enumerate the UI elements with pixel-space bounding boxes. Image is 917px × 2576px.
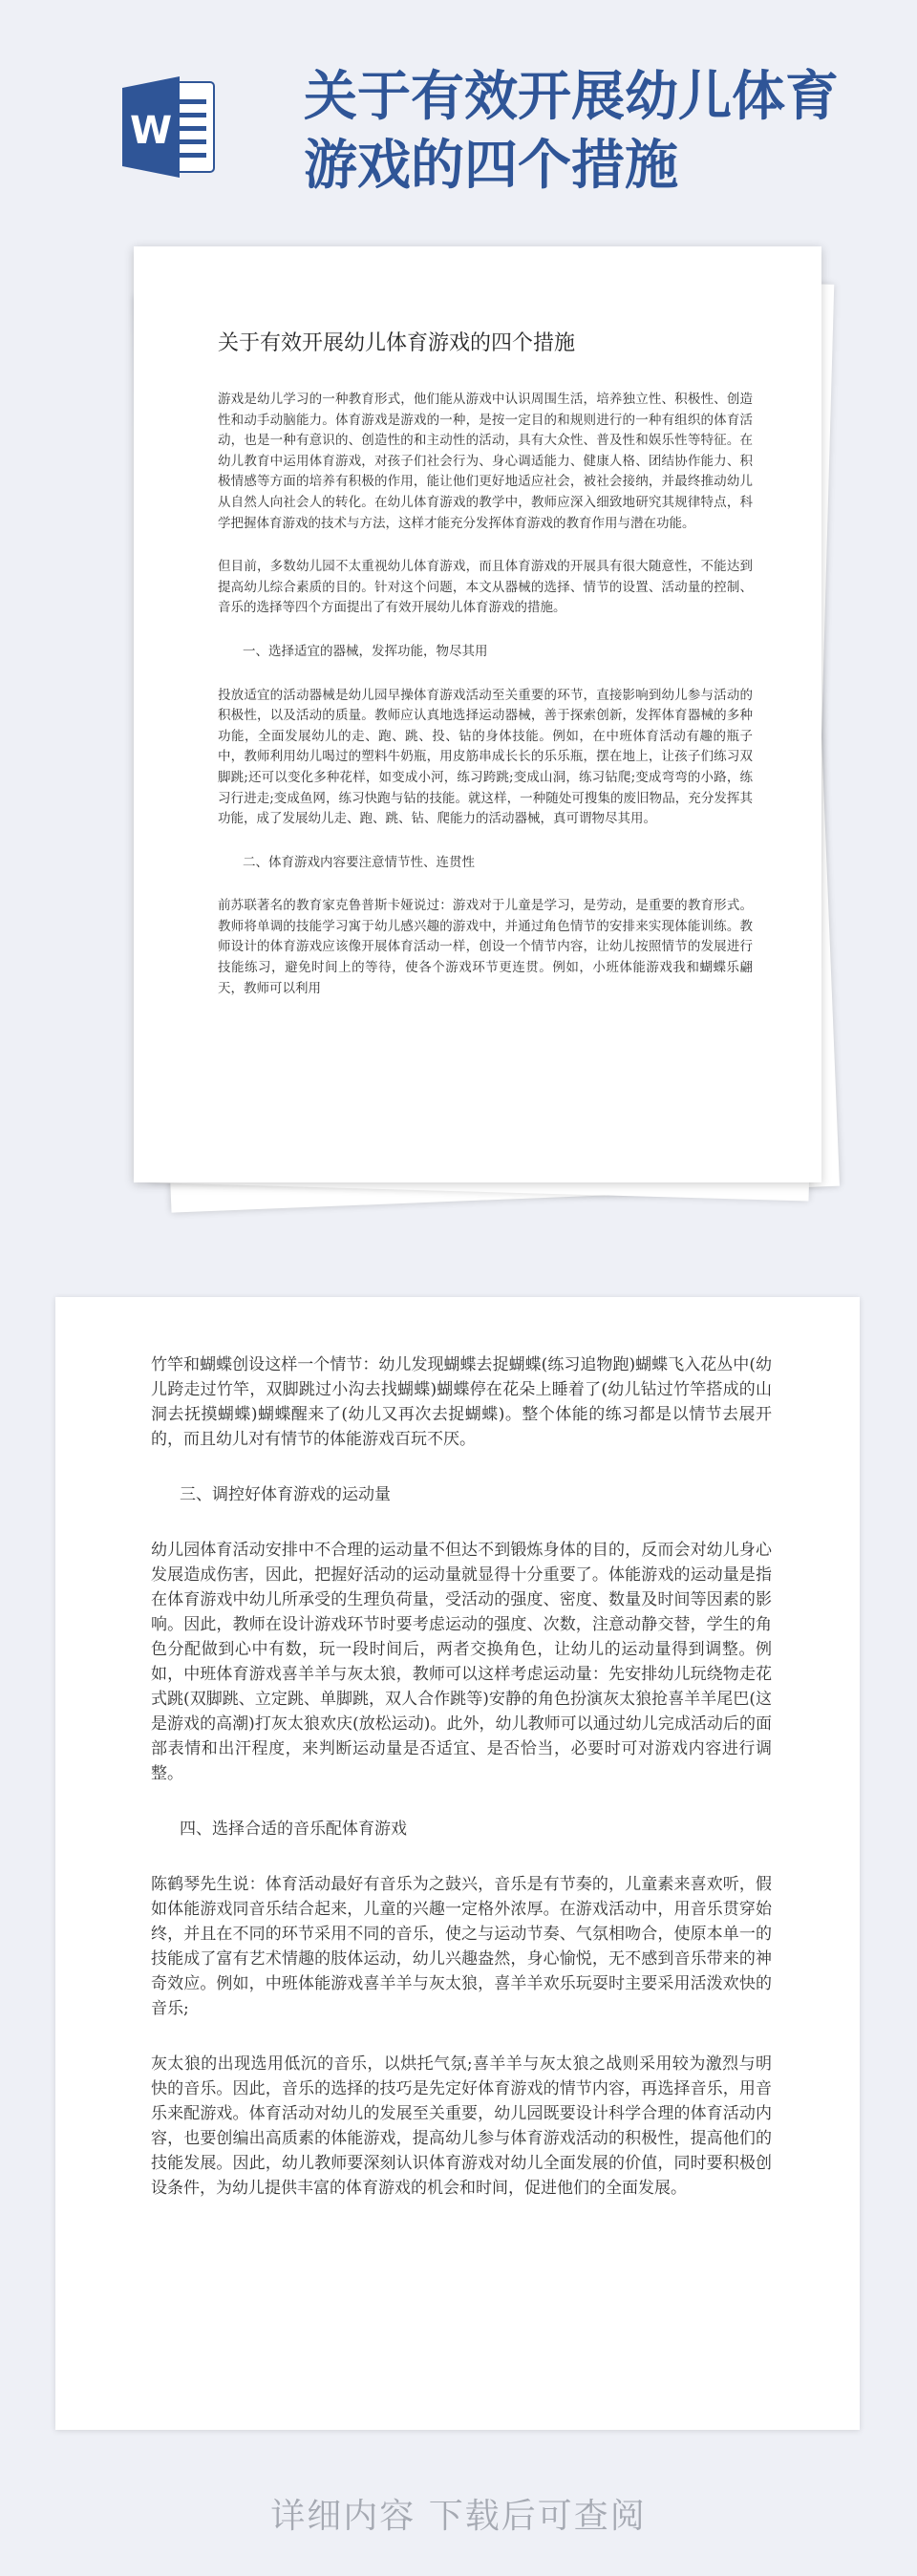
paragraph: 幼儿园体育活动安排中不合理的运动量不但达不到锻炼身体的目的，反而会对幼儿身心发展造成伤害，因此，把握好活动的运动量就显得十分重要了。体能游戏的运动量是指在体育游戏中幼儿所承受的生理负荷量，受活动的强度、密度、数量及时间等因素的影响。因此，教师在设计游戏环节时要考虑运动的强度、次数，注意动静交替，学生的角色分配做到心中有数，玩一段时间后，两者交换角色，让幼儿的运动量得到调整。例如，中班体育游戏喜羊羊与灰太狼，教师可以这样考虑运动量：先安排幼儿玩绕物走花式跳(双脚跳、立定跳、单脚跳，双人合作跳等)安静的角色扮演灰太狼抢喜羊羊尾巴(这是游戏的高潮)打灰太狼欢庆(放松运动)。此外，幼儿教师可以通过幼儿完成活动后的面部表情和出汗程度，来判断运动量是否适宜、是否恰当，必要时可对游戏内容进行调整。 xyxy=(151,1541,772,1783)
word-document-icon xyxy=(122,75,218,180)
paragraph: 灰太狼的出现选用低沉的音乐，以烘托气氛;喜羊羊与灰太狼之战则采用较为激烈与明快的音乐。因此，音乐的选择的技巧是先定好体育游戏的情节内容，再选择音乐，用音乐来配游戏。体育活动对幼儿的发展至关重要，幼儿园既要设计科学合理的体育活动内容，也要创编出高质素的体能游戏，提高幼儿参与体育游戏活动的积极性，提高他们的技能发展。因此，幼儿教师要深刻认识体育游戏对幼儿全面发展的价值，同时要积极创设条件，为幼儿提供丰富的体育游戏的机会和时间，促进他们的全面发展。 xyxy=(151,2054,772,2198)
section-heading: 二、体育游戏内容要注意情节性、连贯性 xyxy=(243,854,475,870)
section-heading: 一、选择适宜的器械，发挥功能，物尽其用 xyxy=(243,643,488,659)
paragraph: 陈鹤琴先生说：体育活动最好有音乐为之鼓兴，音乐是有节奏的，儿童素来喜欢听，假如体能游戏同音乐结合起来，儿童的兴趣一定格外浓厚。在游戏活动中，用音乐贯穿始终，并且在不同的环节采用不同的音乐，使之与运动节奏、气氛相吻合，使原本单一的技能成了富有艺术情趣的肢体运动，幼儿兴趣盎然，身心愉悦，无不感到音乐带来的神奇效应。例如，中班体能游戏喜羊羊与灰太狼，喜羊羊欢乐玩耍时主要采用活泼欢快的音乐; xyxy=(151,1875,772,2018)
paragraph: 游戏是幼儿学习的一种教育形式，他们能从游戏中认识周围生活，培养独立性、积极性、创造性和动手动脑能力。体育游戏是游戏的一种，是按一定目的和规则进行的一种有组织的体育活动，也是一种有意识的、创造性的和主动性的活动，具有大众性、普及性和娱乐性等特征。在幼儿教育中运用体育游戏，对孩子们社会行为、身心调适能力、健康人格、团结协作能力、积极情感等方面的培养有积极的作用，能让他们更好地适应社会，被社会接纳，并最终推动幼儿从自然人向社会人的转化。在幼儿体育游戏的教学中，教师应深入细致地研究其规律特点，科学把握体育游戏的技术与方法，这样才能充分发挥体育游戏的教育作用与潜在功能。 xyxy=(218,392,753,531)
paragraph: 但目前，多数幼儿园不太重视幼儿体育游戏，而且体育游戏的开展具有很大随意性，不能达到提高幼儿综合素质的目的。针对这个问题，本文从器械的选择、情节的设置、活动量的控制、音乐的选择等四个方面提出了有效开展幼儿体育游戏的措施。 xyxy=(218,559,753,616)
word-letter: W xyxy=(129,109,173,153)
page-title: 关于有效开展幼儿体育游戏的四个措施 xyxy=(304,66,839,197)
paragraph: 竹竿和蝴蝶创设这样一个情节：幼儿发现蝴蝶去捉蝴蝶(练习追物跑)蝴蝶飞入花丛中(幼儿跨走过竹竿，双脚跳过小沟去找蝴蝶)蝴蝶停在花朵上睡着了(幼儿钻过竹竿搭成的山洞去抚摸蝴蝶)蝴蝶醒来了(幼儿又再次去捉蝴蝶)。整个体能的练习都是以情节去展开的，而且幼儿对有情节的体能游戏百玩不厌。 xyxy=(151,1355,772,1449)
document-body xyxy=(151,1352,772,2231)
section-heading: 三、调控好体育游戏的运动量 xyxy=(180,1485,391,1504)
document-page-1 xyxy=(134,246,821,1182)
header xyxy=(0,0,917,220)
download-hint: 详细内容 下载后可查阅 xyxy=(270,2497,647,2536)
document-body xyxy=(218,390,753,1022)
document-page-2 xyxy=(55,1297,860,2430)
paragraph: 前苏联著名的教育家克鲁普斯卡娅说过：游戏对于儿童是学习，是劳动，是重要的教育形式。教师将单调的技能学习寓于幼儿感兴趣的游戏中，并通过角色情节的安排来实现体能训练。教师设计的体育游戏应该像开展体育活动一样，创设一个情节内容，让幼儿按照情节的发展进行技能练习，避免时间上的等待，使各个游戏环节更连贯。例如，小班体能游戏我和蝴蝶乐翩天，教师可以利用 xyxy=(218,898,753,996)
section-heading: 四、选择合适的音乐配体育游戏 xyxy=(180,1820,407,1839)
paragraph: 投放适宜的活动器械是幼儿园早操体育游戏活动至关重要的环节，直接影响到幼儿参与活动的积极性，以及活动的质量。教师应认真地选择运动器械，善于探索创新，发挥体育器械的多种功能，全面发展幼儿的走、跑、跳、投、钻的身体技能。例如，在中班体育活动有趣的瓶子中，教师利用幼儿喝过的塑料牛奶瓶，用皮筋串成长长的乐乐瓶，摆在地上，让孩子们练习双脚跳;还可以变化多种花样，如变成小河，练习跨跳;变成山洞，练习钻爬;变成弯弯的小路，练习行进走;变成鱼网，练习快跑与钻的技能。就这样，一种随处可搜集的废旧物品，充分发挥其功能，成了发展幼儿走、跑、跳、钻、爬能力的活动器械，真可谓物尽其用。 xyxy=(218,687,753,827)
document-title: 关于有效开展幼儿体育游戏的四个措施 xyxy=(218,331,576,355)
